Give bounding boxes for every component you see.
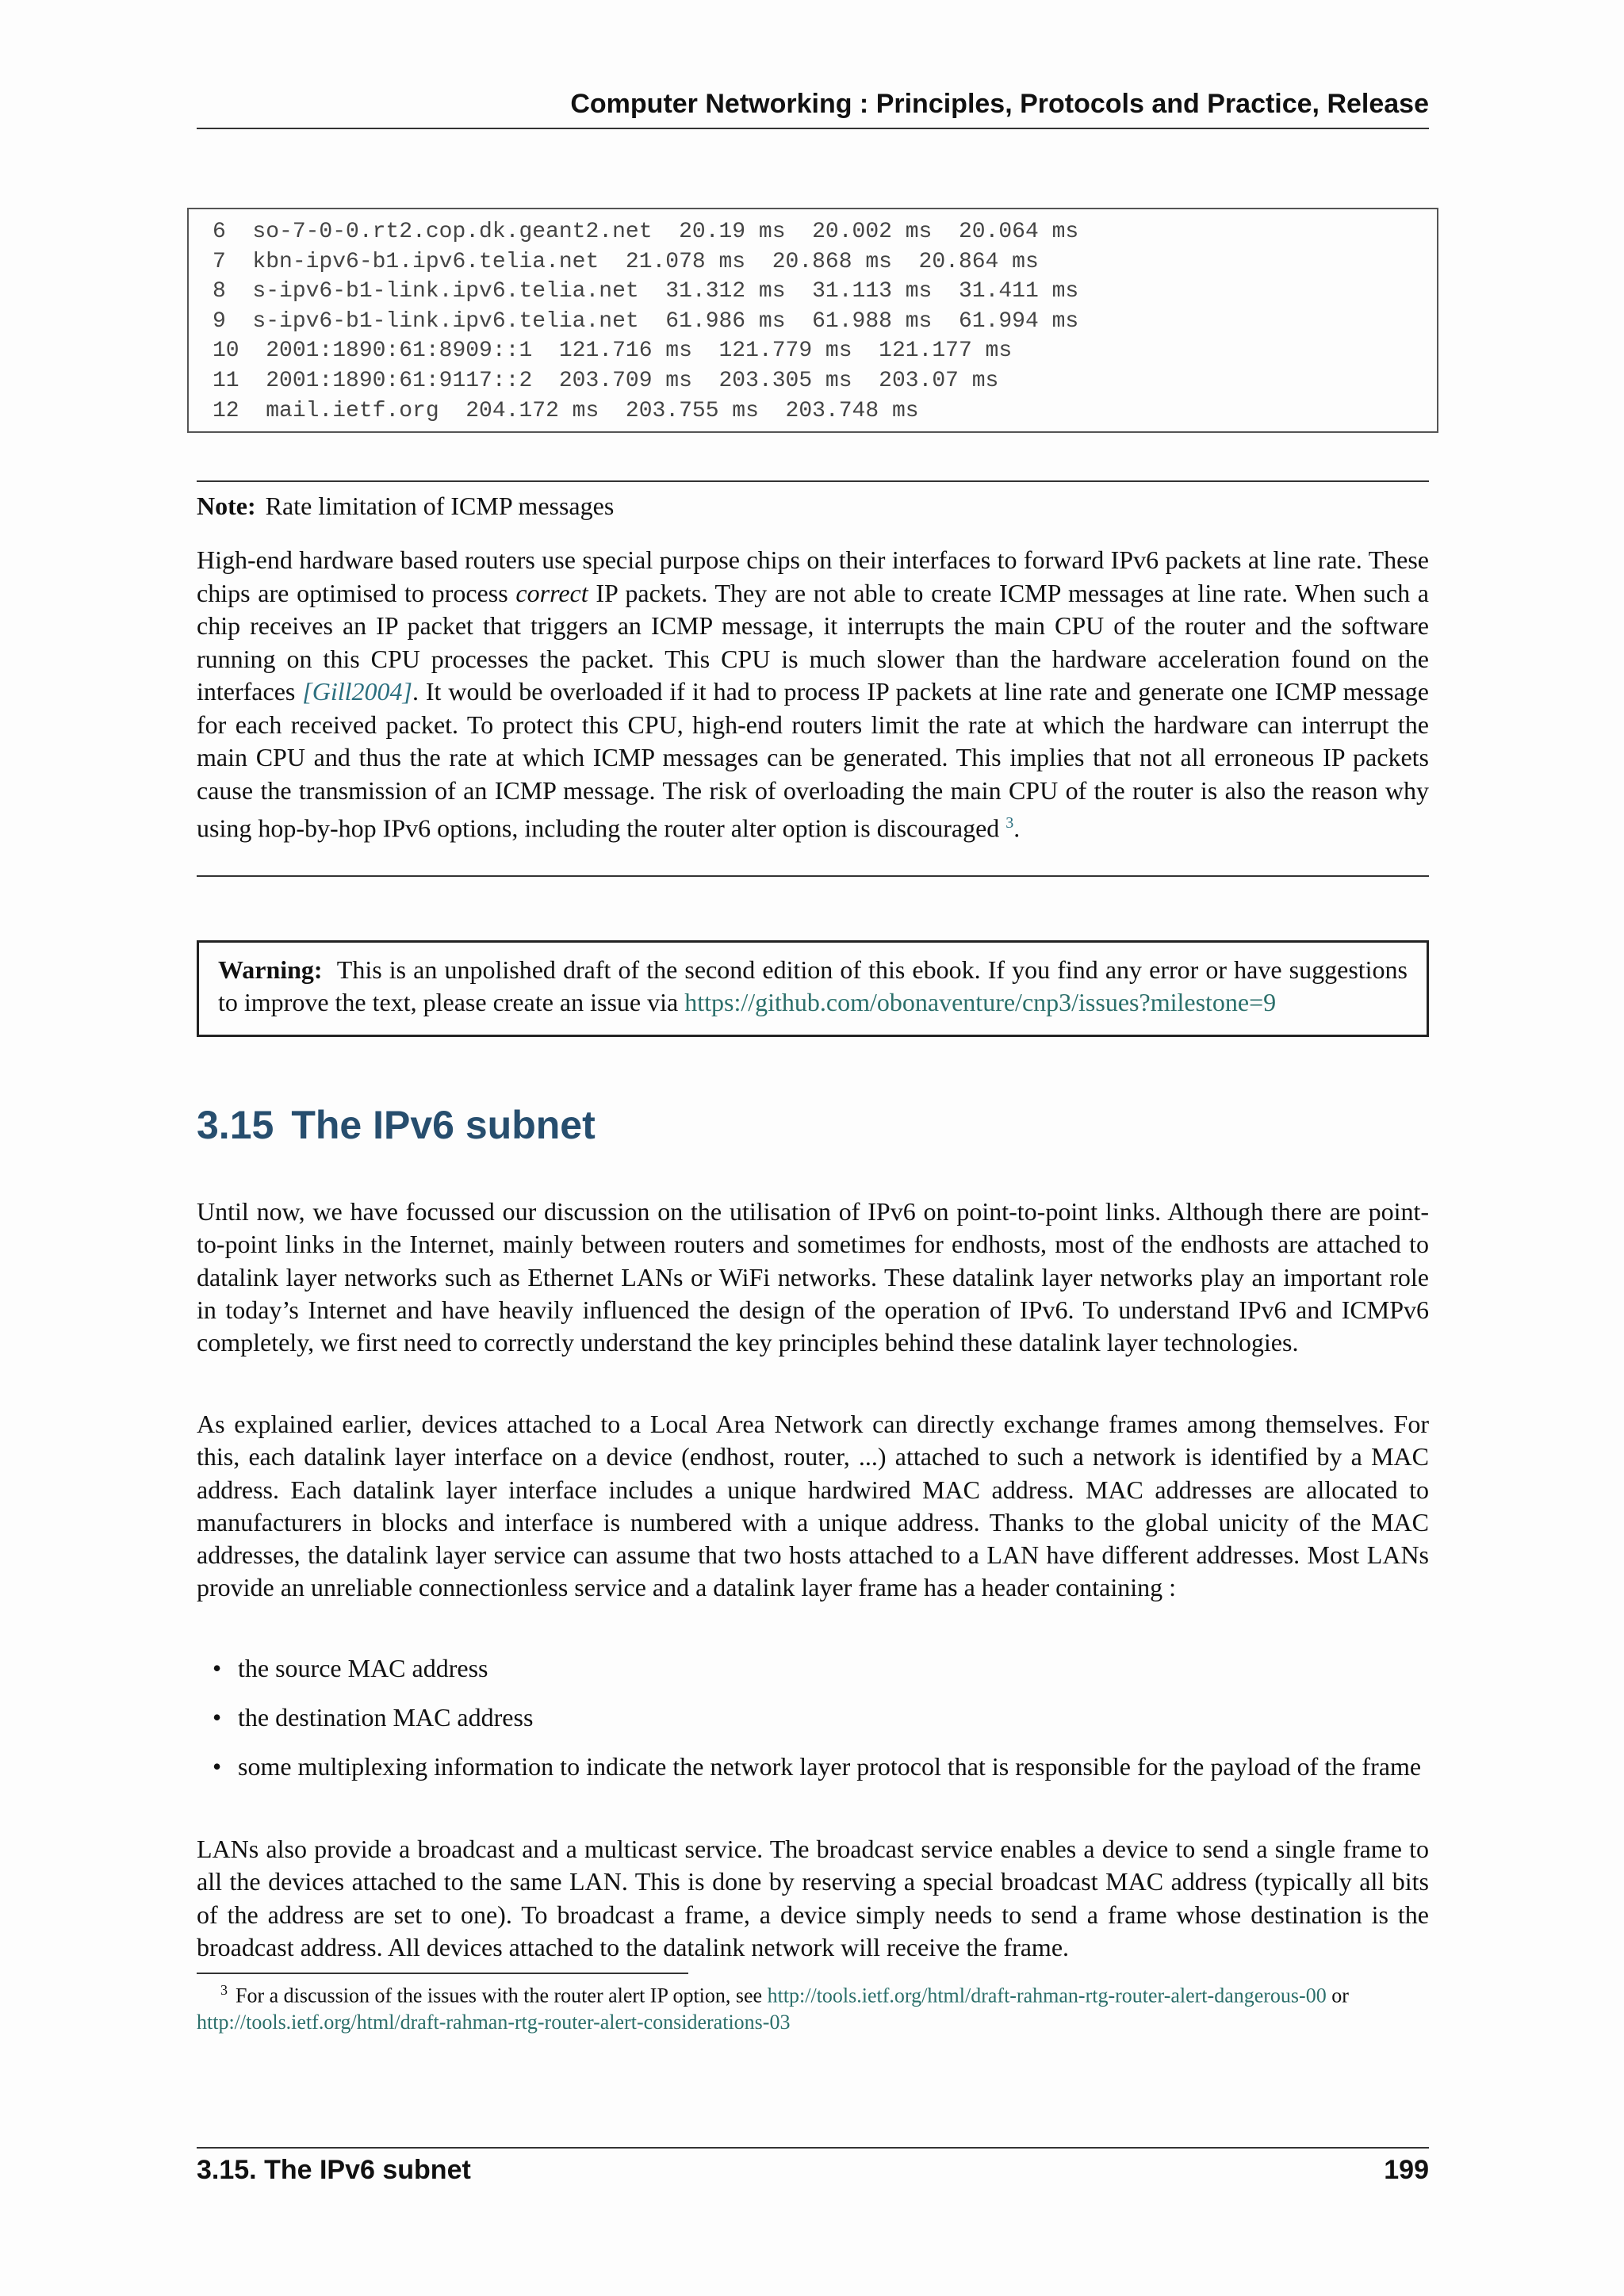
github-issues-link[interactable]: https://github.com/obonaventure/cnp3/issues?milestone=9 bbox=[684, 988, 1277, 1016]
code-line: 8 s-ipv6-b1-link.ipv6.telia.net 31.312 ms 31.113 ms 31.411 ms bbox=[213, 279, 1079, 304]
section-number: 3.15 bbox=[197, 1103, 274, 1147]
running-header: Computer Networking : Principles, Protocols and Practice, Release bbox=[197, 89, 1429, 129]
note-body bbox=[197, 544, 1429, 845]
footnote-ref-3[interactable]: 3 bbox=[1005, 814, 1014, 832]
note-text: . It would be overloaded if it had to process IP packets at line rate and generate one ICMP message for each received packet. To protect this CPU, high-end routers limit the rate at which the hardware can interrupt the main CPU and thus the rate at which ICMP messages can be generated. This implies that not all erroneous IP packets cause the transmission of an ICMP message. The risk of overloading the main CPU of the router is also the reason why using hop-by-hop IPv6 options, including the router alter option is discouraged bbox=[197, 677, 1430, 843]
section-title: The IPv6 subnet bbox=[291, 1103, 596, 1147]
list-item: • the source MAC address bbox=[238, 1652, 1429, 1685]
code-line: 7 kbn-ipv6-b1.ipv6.telia.net 21.078 ms 20.868 ms 20.864 ms bbox=[213, 249, 1039, 274]
list-item: • some multiplexing information to indicate the network layer protocol that is responsible for the payload of the frame bbox=[238, 1751, 1429, 1783]
footnote-text: or bbox=[1326, 1984, 1349, 2007]
warning-box bbox=[197, 940, 1429, 1037]
citation-link-gill2004[interactable]: [Gill2004] bbox=[302, 677, 412, 706]
list-item: • the destination MAC address bbox=[238, 1701, 1429, 1734]
paragraph: Until now, we have focussed our discussion on the utilisation of IPv6 on point-to-point links. Although there are point-to-point links in the Internet, mainly between routers and sometimes for endhosts, most of the endhosts are attached to datalink layer networks such as Ethernet LANs or WiFi networks. These datalink layer networks play an important role in today’s Internet and have heavily influenced the design of the operation of IPv6. To understand IPv6 and ICMPv6 completely, we first need to correctly understand the key principles behind these datalink layer technologies. bbox=[197, 1197, 1429, 1357]
section-heading bbox=[197, 1102, 596, 1148]
footnote-link-dangerous[interactable]: http://tools.ietf.org/html/draft-rahman-rtg-router-alert-dangerous-00 bbox=[767, 1984, 1327, 2007]
code-line: 6 so-7-0-0.rt2.cop.dk.geant2.net 20.19 ms 20.002 ms 20.064 ms bbox=[213, 220, 1079, 244]
code-line: 9 s-ipv6-b1-link.ipv6.telia.net 61.986 ms 61.988 ms 61.994 ms bbox=[213, 308, 1079, 334]
note-text: IP packets. They are not able to create ICMP messages at line rate. When such a chip receives an IP packet that triggers an ICMP message, it interrupts the main CPU of the router and the software running on this CPU processes the packet. This CPU is much slower than the hardware acceleration found on the interfaces bbox=[197, 578, 1430, 706]
footnote-number: 3 bbox=[220, 1982, 228, 1998]
page-number: 199 bbox=[1384, 2155, 1429, 2185]
page-footer bbox=[197, 2155, 1429, 2186]
note-emphasis: correct bbox=[515, 578, 588, 607]
note-title: Rate limitation of ICMP messages bbox=[265, 492, 615, 520]
note-text: High-end hardware based routers use special purpose chips on their interfaces to forward IPv6 packets at line rate. These chips are optimised to process bbox=[197, 545, 1429, 607]
footer-divider bbox=[197, 2147, 1429, 2149]
code-line: 12 mail.ietf.org 204.172 ms 203.755 ms 203.748 ms bbox=[213, 398, 919, 423]
note-admonition bbox=[197, 480, 1429, 877]
warning-label: Warning: bbox=[218, 955, 323, 984]
note-heading bbox=[197, 492, 614, 521]
traceroute-output-block bbox=[187, 208, 1438, 433]
note-text: . bbox=[1013, 813, 1021, 843]
footnote bbox=[197, 1977, 1429, 2035]
footer-section: 3.15. The IPv6 subnet bbox=[197, 2155, 471, 2185]
code-line: 11 2001:1890:61:9117::2 203.709 ms 203.305 ms 203.07 ms bbox=[213, 368, 999, 393]
paragraph: LANs also provide a broadcast and a multicast service. The broadcast service enables a device to send a single frame to all the devices attached to the same LAN. This is done by reserving a special broadcast MAC address (typically all bits of the address are set to one). To broadcast a frame, a device simply needs to send a frame whose destination is the broadcast address. All devices attached to the datalink network will receive the frame. bbox=[197, 1835, 1429, 1961]
note-label: Note: bbox=[197, 492, 256, 520]
paragraph: As explained earlier, devices attached to a Local Area Network can directly exchange frames among themselves. For this, each datalink layer interface on a device (endhost, router, ...) attached to such a network is identified by a MAC address. Each datalink layer interface includes a unique hardwired MAC address. MAC addresses are allocated to manufacturers in blocks and interface is numbered with a unique address. Thanks to the global unicity of the MAC addresses, the datalink layer service can assume that two hosts attached to a LAN have different addresses. Most LANs provide an unreliable connectionless service and a datalink layer frame has a header containing : bbox=[197, 1410, 1429, 1602]
warning-text: This is an unpolished draft of the second edition of this ebook. If you find any error or have suggestions to improve the text, please create an issue via bbox=[218, 955, 1408, 1016]
footnote-divider bbox=[197, 1973, 688, 1974]
code-line: 10 2001:1890:61:8909::1 121.716 ms 121.779 ms 121.177 ms bbox=[213, 339, 1013, 364]
footnote-text: For a discussion of the issues with the router alert IP option, see bbox=[236, 1984, 768, 2007]
footnote-link-considerations[interactable]: http://tools.ietf.org/html/draft-rahman-rtg-router-alert-considerations-03 bbox=[197, 2010, 791, 2034]
